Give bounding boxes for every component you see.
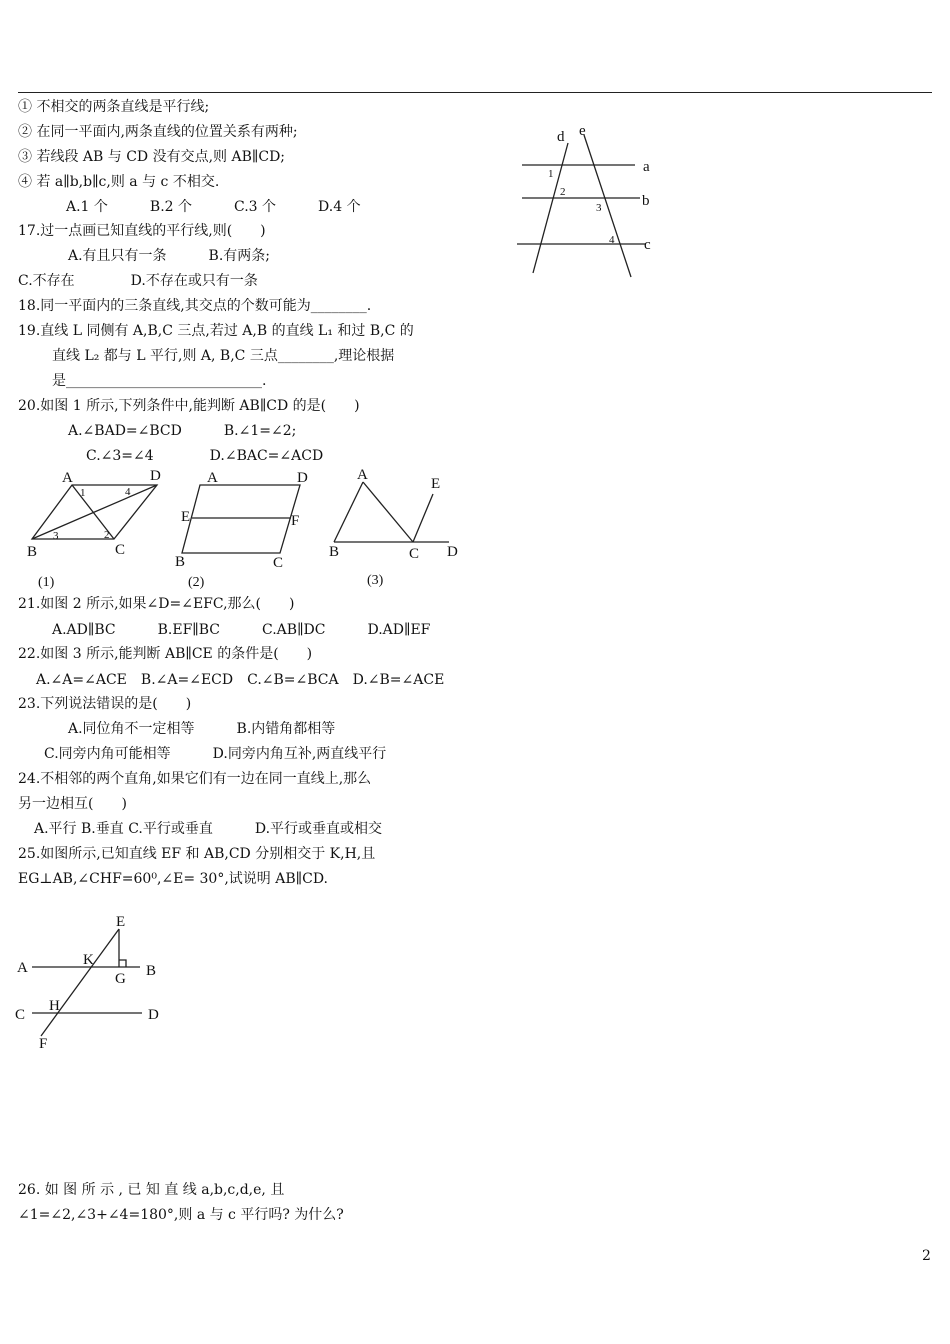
figure-parallel-lines-abcde (500, 115, 680, 285)
label-B: B (329, 544, 340, 560)
question-22: 22.如图 3 所示,能判断 AB∥CE 的条件是( ) (18, 646, 313, 662)
text-line: ③ 若线段 AB 与 CD 没有交点,则 AB∥CD; (18, 149, 286, 165)
label-C: C (273, 555, 284, 571)
label-b: b (642, 193, 650, 209)
answer-options: C.∠3=∠4 D.∠BAC=∠ACD (86, 448, 324, 464)
answer-options: A.∠A=∠ACE B.∠A=∠ECD C.∠B=∠BCA D.∠B=∠ACE (36, 672, 445, 688)
label-B: B (27, 544, 38, 560)
header-rule (18, 92, 932, 93)
angle-3: 3 (596, 202, 602, 214)
label-D: D (297, 470, 308, 486)
caption-3: (3) (367, 573, 384, 588)
label-F: F (291, 513, 300, 529)
label-C: C (15, 1007, 26, 1023)
text-line: ① 不相交的两条直线是平行线; (18, 99, 210, 115)
text-line: ④ 若 a∥b,b∥c,则 a 与 c 不相交. (18, 174, 220, 190)
question-23: 23.下列说法错误的是( ) (18, 696, 192, 712)
label-A: A (357, 467, 368, 483)
caption-1: (1) (38, 575, 55, 590)
label-D: D (447, 544, 458, 560)
label-D: D (150, 468, 161, 484)
line-EF (41, 929, 119, 1036)
angle-3: 3 (53, 530, 59, 542)
question-21: 21.如图 2 所示,如果∠D=∠EFC,那么( ) (18, 596, 295, 612)
angle-2: 2 (560, 186, 566, 198)
figure-1 (20, 466, 170, 591)
label-B: B (175, 554, 186, 570)
label-d: d (557, 129, 565, 145)
label-e: e (579, 123, 586, 139)
question-19-cont: 直线 L₂ 都与 L 平行,则 A, B,C 三点________,理论根据 (52, 348, 395, 364)
angle-1: 1 (80, 487, 86, 499)
question-25-cont: EG⊥AB,∠CHF=60⁰,∠E= 30°,试说明 AB∥CD. (18, 871, 328, 887)
answer-options: A.AD∥BC B.EF∥BC C.AB∥DC D.AD∥EF (52, 622, 431, 638)
segment-AC (363, 482, 413, 542)
question-26: 26. 如 图 所 示 , 已 知 直 线 a,b,c,d,e, 且 (18, 1182, 285, 1198)
line-e (584, 135, 631, 277)
segment-AB (334, 482, 363, 542)
angle-2: 2 (104, 529, 110, 541)
label-E: E (431, 476, 441, 492)
figure-2 (170, 466, 330, 591)
question-18: 18.同一平面内的三条直线,其交点的个数可能为________. (18, 298, 372, 314)
angle-4: 4 (125, 486, 131, 498)
question-24: 24.不相邻的两个直角,如果它们有一边在同一直线上,那么 (18, 771, 372, 787)
question-26-cont: ∠1=∠2,∠3+∠4=180°,则 a 与 c 平行吗? 为什么? (18, 1207, 344, 1223)
angle-1: 1 (548, 168, 554, 180)
label-E: E (116, 914, 126, 930)
label-F: F (39, 1036, 48, 1052)
parallelogram-ABCD (182, 485, 300, 553)
answer-options: A.1 个 B.2 个 C.3 个 D.4 个 (66, 199, 361, 215)
question-20: 20.如图 1 所示,下列条件中,能判断 AB∥CD 的是( ) (18, 398, 360, 414)
label-B: B (146, 963, 157, 979)
label-a: a (643, 159, 650, 175)
label-E: E (181, 509, 191, 525)
label-c: c (644, 237, 651, 253)
page-number: 2 (922, 1248, 931, 1264)
answer-options: C.同旁内角可能相等 D.同旁内角互补,两直线平行 (44, 746, 387, 762)
label-A: A (207, 470, 218, 486)
label-C: C (115, 542, 126, 558)
label-C: C (409, 546, 420, 562)
question-24-cont: 另一边相互( ) (18, 796, 127, 812)
angle-4: 4 (609, 234, 615, 246)
answer-options: A.同位角不一定相等 B.内错角都相等 (68, 721, 336, 737)
diagonal-BD (32, 485, 157, 539)
text-line: ② 在同一平面内,两条直线的位置关系有两种; (18, 124, 298, 140)
right-angle-mark (119, 960, 126, 967)
label-K: K (83, 952, 94, 968)
figure-3 (325, 462, 465, 587)
label-A: A (17, 960, 28, 976)
label-D: D (148, 1007, 159, 1023)
answer-options: A.平行 B.垂直 C.平行或垂直 D.平行或垂直或相交 (34, 821, 383, 837)
line-d (533, 143, 568, 273)
label-A: A (62, 470, 73, 486)
caption-2: (2) (188, 575, 205, 590)
segment-CE (413, 494, 433, 542)
answer-options: A.∠BAD=∠BCD B.∠1=∠2; (68, 423, 297, 439)
question-17: 17.过一点画已知直线的平行线,则( ) (18, 223, 266, 239)
question-19: 19.直线 L 同侧有 A,B,C 三点,若过 A,B 的直线 L₁ 和过 B,C 的 (18, 323, 414, 339)
question-19-cont: 是____________________________. (52, 373, 267, 389)
label-G: G (115, 971, 126, 987)
answer-options: A.有且只有一条 B.有两条; (68, 248, 271, 264)
question-25: 25.如图所示,已知直线 EF 和 AB,CD 分别相交于 K,H,且 (18, 846, 376, 862)
figure-25 (10, 905, 170, 1055)
answer-options: C.不存在 D.不存在或只有一条 (18, 273, 258, 289)
label-H: H (49, 998, 60, 1014)
